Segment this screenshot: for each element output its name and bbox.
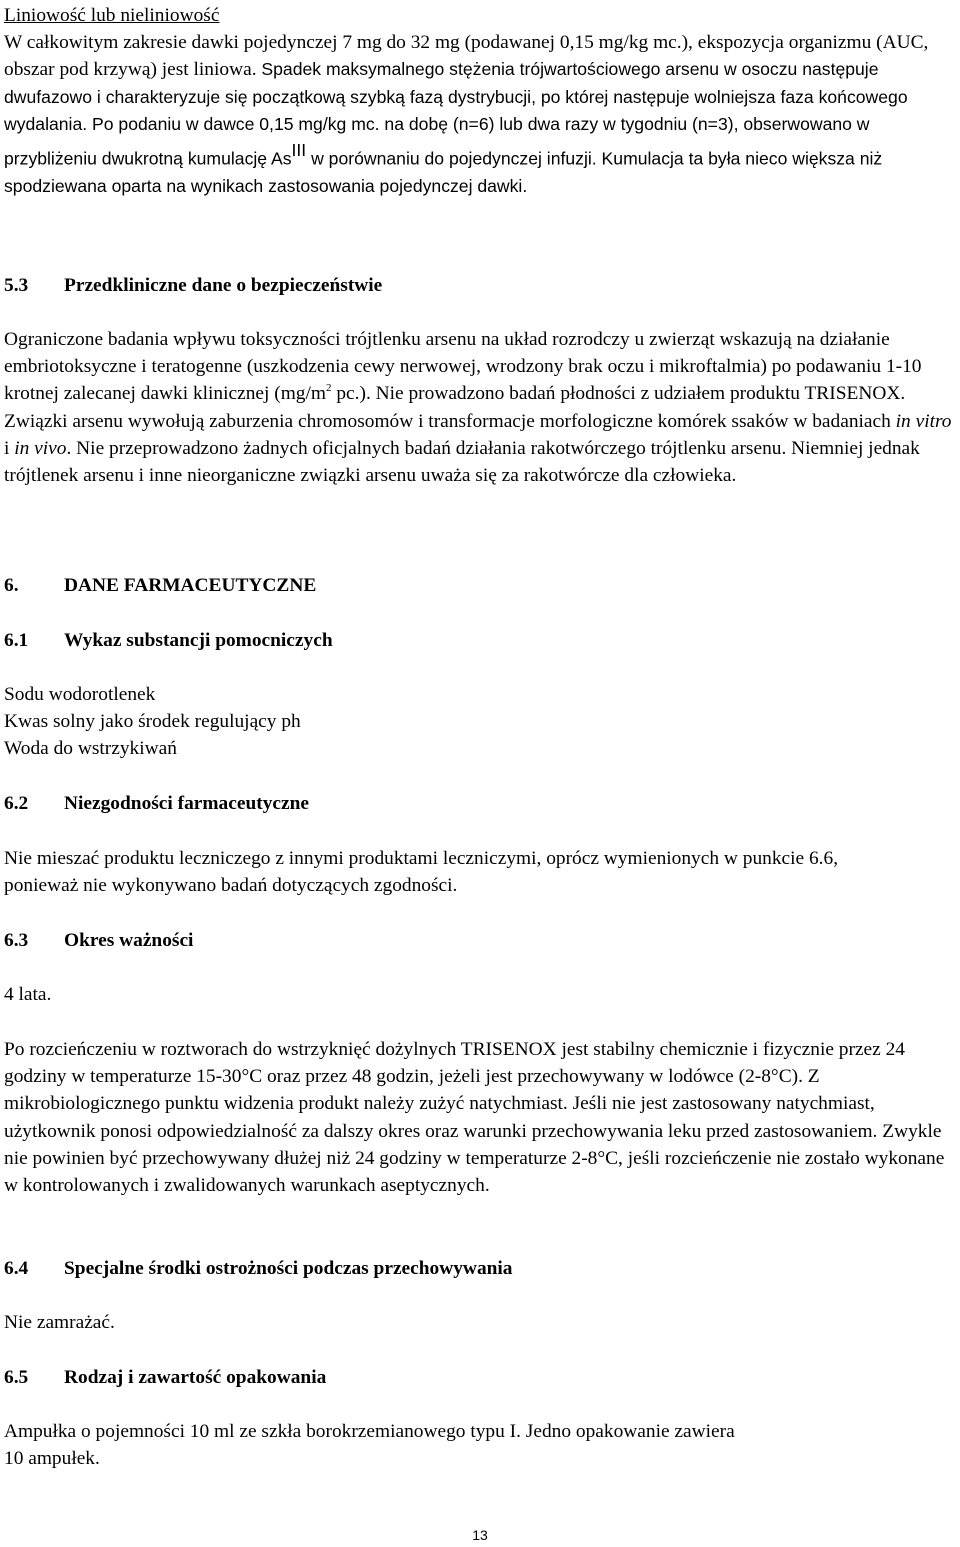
section-number: 6.2	[4, 793, 29, 814]
section-title: Specjalne środki ostrożności podczas przechowywania	[64, 1258, 513, 1279]
container-text-line-2: 10 ampułek.	[4, 1448, 100, 1470]
preclinical-sup: 2	[325, 381, 332, 394]
excipients-list	[4, 681, 301, 763]
section-6-3-heading	[4, 927, 193, 954]
preclinical-text	[4, 326, 956, 489]
in-vitro-italic: in vitro	[895, 410, 952, 432]
linearity-heading: Liniowość lub nieliniowość	[4, 5, 220, 26]
incompatibilities-text: Nie mieszać produktu leczniczego z innymi produktami leczniczymi, oprócz wymienionych w punkcie 6.6, ponieważ nie wykonywano badań dotyczących zgodności.	[4, 848, 839, 897]
container-text-line-1: Ampułka o pojemności 10 ml ze szkła borokrzemianowego typu I. Jedno opakowanie zawiera	[4, 1421, 735, 1442]
container-text	[4, 1418, 956, 1472]
shelf-life-text: Po rozcieńczeniu w roztworach do wstrzyknięć dożylnych TRISENOX jest stabilny chemicznie i fizycznie przez 24 godziny w temperaturze 15-30°C oraz przez 48 godzin, jeżeli jest przechowywany w lodówce (2-8°C). Z mikrobiologicznego punktu widzenia produkt należy zużyć natychmiast. Jeśli nie jest zastosowany natychmiast, użytkownik ponosi odpowiedzialność za dalszy okres oraz warunki przechowywania leku przed zastosowaniem. Zwykle nie powinien być przechowywany dłużej niż 24 godziny w temperaturze 2-8°C, jeśli rozcieńczenie nie zostało wykonane w kontrolowanych i zwalidowanych warunkach aseptycznych.	[4, 1039, 945, 1197]
linearity-text-1: W całkowitym zakresie dawki pojedynczej 7 mg do 32 mg (podawanej 0,15 mg/kg mc.), ekspozycja organizmu (AUC, obszar pod krzywą) jest liniowa.	[4, 32, 929, 81]
section-6-5-heading	[4, 1364, 326, 1391]
list-item: Kwas solny jako środek regulujący ph	[4, 711, 301, 733]
section-number: 6.1	[4, 630, 29, 651]
section-title: Przedkliniczne dane o bezpieczeństwie	[64, 275, 383, 296]
preclinical-text-4: . Nie przeprowadzono żadnych oficjalnych badań działania rakotwórczego trójtlenku arsenu. Niemniej jednak trójtlenek arsenu i inne nieorganiczne związki arsenu uważa się za rakotwórcze dla człowieka.	[4, 437, 920, 487]
section-title: Wykaz substancji pomocniczych	[64, 630, 333, 651]
shelf-life-value: 4 lata.	[4, 984, 52, 1005]
page-number: 13	[472, 1527, 488, 1543]
section-number: 6.3	[4, 930, 29, 951]
section-title: Niezgodności farmaceutyczne	[64, 793, 310, 814]
section-number: 6.4	[4, 1258, 29, 1279]
list-item: Woda do wstrzykiwań	[4, 738, 177, 760]
storage-text: Nie zamrażać.	[4, 1312, 115, 1333]
section-title: Rodzaj i zawartość opakowania	[64, 1367, 327, 1388]
preclinical-text-3: i	[4, 437, 15, 459]
linearity-sup: III	[291, 140, 307, 161]
section-title: Okres ważności	[64, 930, 194, 951]
section-number: 6.5	[4, 1367, 29, 1388]
section-5-3-heading	[4, 272, 382, 299]
section-6-heading	[4, 572, 316, 599]
section-6-4-heading	[4, 1255, 513, 1282]
linearity-text-3: w porównaniu do pojedynczej infuzji. Kumulacja ta była nieco większa niż spodziewana oparta na wynikach zastosowania pojedynczej dawki.	[4, 148, 883, 196]
section-number: 5.3	[4, 275, 29, 296]
preclinical-text-1: Ograniczone badania wpływu toksyczności trójtlenku arsenu na układ rozrodczy u zwierząt wskazują na działanie embriotoksyczne i teratogenne (uszkodzenia cewy nerwowej, wrodzony brak oczu i mikroftalmia) po podawaniu 1-10 krotnej zalecanej dawki klinicznej (mg/m	[4, 329, 922, 405]
list-item: Sodu wodorotlenek	[4, 684, 156, 705]
in-vivo-italic: in vivo	[14, 437, 67, 459]
section-6-2-heading	[4, 790, 309, 817]
section-number: 6.	[4, 575, 19, 596]
linearity-text	[4, 29, 950, 200]
section-title: DANE FARMACEUTYCZNE	[64, 575, 317, 596]
preclinical-text-2: pc.). Nie prowadzono badań płodności z udziałem produktu TRISENOX. Związki arsenu wywołują zaburzenia chromosomów i transformacje morfologiczne komórek ssaków w badaniach	[4, 383, 906, 432]
section-6-1-heading	[4, 627, 333, 654]
linearity-block	[4, 2, 956, 200]
linearity-text-2: Spadek maksymalnego stężenia trójwartościowego arsenu w osoczu następuje dwufazowo i charakteryzuje się początkową szybką fazą dystrybucji, po której następuje wolniejsza faza końcowego wydalania. Po podaniu w dawce 0,15 mg/kg mc. na dobę (n=6) lub dwa razy w tygodniu (n=3), obserwowano w przybliżeniu dwukrotną kumulację As	[4, 59, 908, 169]
